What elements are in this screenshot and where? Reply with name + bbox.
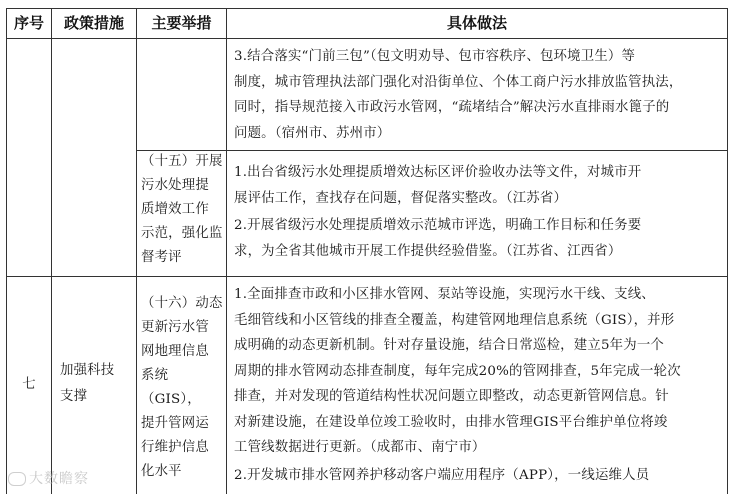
header-policy: 政策措施 [63, 14, 124, 32]
header-measure: 主要举措 [151, 14, 212, 32]
col-divider-1 [51, 8, 52, 494]
policy-text: 加强科技 支撑 [60, 363, 115, 404]
section-number: 七 [22, 377, 36, 392]
watermark [8, 468, 89, 488]
detail-text: 2.开展省级污水处理提质增效示范城市评选，明确工作目标和任务要 求，为全省其他城市开展工作提供经验借鉴。（江苏省、江西省） [234, 218, 642, 259]
detail-text: 3.结合落实“门前三包”（包文明劝导、包市容秩序、包环境卫生）等 制度，城市管理执法部门强化对沿街单位、个体工商户污水排放监管执法， 同时，指导规范接入市政污水管网，“疏堵结合”解决污水直排雨水篦子的 问题。（宿州市、苏州市） [234, 49, 683, 141]
header-divider [6, 38, 728, 39]
measure-cell [141, 150, 227, 270]
detail-cell [234, 160, 724, 211]
detail-cell [234, 213, 724, 264]
watermark-logo-icon [8, 472, 26, 486]
watermark-text: 大数瞻察 [29, 471, 89, 487]
row-divider-section [6, 276, 728, 277]
measure-cell [141, 292, 227, 484]
detail-cell [234, 282, 724, 461]
detail-text: 1.全面排查市政和小区排水管网、泵站等设施，实现污水干线、支线、 毛细管线和小区管线的排查全覆盖，构建管网地理信息系统（GIS），并形 成明确的动态更新机制。针对存量设施，结合日常巡检，建立5年为一个 周期的排水管网动态排查制度，每年完成20%的管网排查，5年完成一轮次 排查，并对发现的管道结构性状况问题立即整改，动态更新管网信息。针 对新建设施，在建设单位竣工验收时，由排水管理GIS平台维护单位将竣 工管线数据进行更新。（成都市、南宁市） [234, 287, 681, 455]
policy-cell [60, 358, 136, 409]
measure-text: （十五）开展 污水处理提 质增效工作 示范，强化监 督考评 [141, 154, 223, 265]
detail-cell [234, 463, 724, 489]
col-divider-2 [136, 8, 137, 494]
detail-cell [234, 44, 724, 146]
detail-text: 1.出台省级污水处理提质增效达标区评价验收办法等文件，对城市开 展评估工作，查找存在问题，督促落实整改。（江苏省） [234, 165, 642, 206]
header-index: 序号 [13, 14, 44, 32]
header-detail: 具体做法 [446, 14, 507, 32]
table-border-right [727, 8, 728, 494]
table-border-left [6, 8, 7, 494]
detail-text: 2.开发城市排水管网养护移动客户端应用程序（APP），一线运维人员 [234, 468, 650, 483]
measure-text: （十六）动态 更新污水管 网地理信息 系统（GIS）， 提升管网运 行维护信息 化水平 [141, 296, 223, 479]
